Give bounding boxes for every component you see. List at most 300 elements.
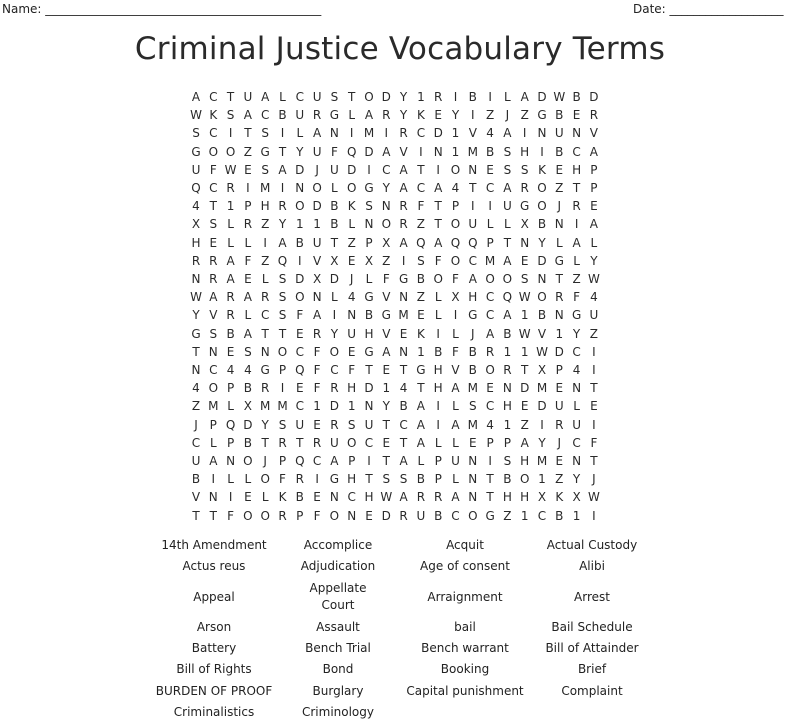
grid-letter: 1 bbox=[313, 399, 321, 414]
grid-letter: F bbox=[382, 272, 390, 286]
grid-letter: D bbox=[312, 199, 322, 214]
grid-letter: H bbox=[364, 326, 374, 341]
grid-letter: N bbox=[347, 308, 357, 323]
grid-letter: O bbox=[243, 508, 253, 523]
grid-letter: A bbox=[416, 399, 425, 414]
grid-letter: A bbox=[451, 417, 460, 432]
word-bank-item: 14th Amendment bbox=[161, 538, 267, 552]
grid-letter: V bbox=[312, 253, 322, 268]
grid-letter: O bbox=[208, 144, 219, 159]
grid-letter: N bbox=[433, 144, 443, 159]
grid-letter: N bbox=[364, 399, 374, 414]
grid-letter: T bbox=[486, 490, 494, 505]
grid-letter: Q bbox=[191, 181, 201, 195]
grid-letter: G bbox=[537, 108, 547, 123]
grid-letter: Z bbox=[261, 217, 270, 232]
grid-letter: A bbox=[399, 235, 408, 250]
grid-letter: S bbox=[503, 144, 512, 159]
grid-letter: J bbox=[505, 108, 510, 123]
grid-letter: F bbox=[313, 508, 321, 523]
grid-letter: A bbox=[191, 90, 201, 104]
grid-letter: W bbox=[224, 162, 237, 177]
grid-letter: Z bbox=[520, 108, 529, 123]
grid-letter: O bbox=[208, 381, 219, 396]
grid-letter: D bbox=[554, 344, 564, 359]
grid-letter: 4 bbox=[244, 363, 252, 377]
grid-letter: S bbox=[278, 290, 287, 305]
grid-letter: U bbox=[572, 417, 581, 432]
grid-letter: B bbox=[330, 217, 339, 232]
grid-letter: T bbox=[399, 435, 408, 450]
grid-letter: W bbox=[518, 290, 531, 305]
grid-letter: E bbox=[382, 363, 391, 377]
grid-letter: U bbox=[191, 162, 201, 177]
grid-letter: S bbox=[365, 199, 373, 214]
grid-letter: V bbox=[382, 290, 391, 305]
grid-letter: E bbox=[226, 344, 235, 359]
word-bank-item: Bench warrant bbox=[421, 641, 509, 655]
grid-letter: H bbox=[520, 454, 530, 468]
grid-letter: W bbox=[587, 272, 600, 286]
grid-letter: R bbox=[399, 126, 408, 141]
grid-letter: 1 bbox=[417, 90, 425, 104]
grid-letter: R bbox=[312, 326, 322, 341]
grid-letter: M bbox=[484, 253, 496, 268]
grid-letter: D bbox=[381, 508, 391, 523]
grid-letter: O bbox=[277, 344, 288, 359]
grid-letter: R bbox=[572, 199, 581, 214]
grid-letter: Y bbox=[382, 399, 390, 414]
grid-letter: A bbox=[520, 90, 529, 104]
grid-letter: T bbox=[209, 199, 217, 214]
grid-letter: O bbox=[485, 363, 495, 377]
grid-letter: U bbox=[554, 399, 564, 414]
grid-letter: C bbox=[537, 508, 547, 523]
grid-letter: H bbox=[364, 490, 374, 505]
grid-letter: Y bbox=[399, 108, 408, 123]
grid-letter: D bbox=[537, 90, 547, 104]
grid-letter: I bbox=[332, 308, 337, 323]
grid-letter: 1 bbox=[520, 308, 529, 323]
word-bank-item: Arson bbox=[196, 620, 232, 634]
grid-letter: O bbox=[346, 181, 357, 195]
grid-letter: L bbox=[452, 472, 459, 487]
grid-letter: L bbox=[573, 253, 580, 268]
grid-letter: 4 bbox=[451, 181, 460, 195]
grid-letter: C bbox=[485, 181, 495, 195]
grid-letter: R bbox=[209, 272, 218, 286]
grid-letter: C bbox=[347, 490, 356, 505]
grid-letter: E bbox=[590, 399, 598, 414]
grid-letter: N bbox=[329, 490, 339, 505]
grid-letter: I bbox=[384, 126, 389, 141]
grid-letter: I bbox=[367, 454, 371, 468]
grid-letter: A bbox=[572, 235, 581, 250]
grid-letter: L bbox=[348, 108, 356, 123]
grid-letter: 1 bbox=[226, 199, 235, 214]
grid-letter: I bbox=[280, 381, 285, 396]
grid-letter: R bbox=[278, 435, 287, 450]
grid-letter: P bbox=[434, 454, 442, 468]
grid-letter: T bbox=[417, 381, 425, 396]
grid-letter: D bbox=[537, 399, 547, 414]
word-bank-item: Appellate Court bbox=[309, 581, 367, 612]
grid-letter: L bbox=[227, 472, 234, 487]
grid-letter: L bbox=[261, 490, 269, 505]
grid-letter: G bbox=[398, 272, 409, 286]
grid-letter: R bbox=[261, 381, 270, 396]
grid-letter: U bbox=[295, 417, 305, 432]
grid-letter: A bbox=[451, 381, 460, 396]
grid-letter: C bbox=[399, 417, 408, 432]
grid-letter: J bbox=[315, 162, 319, 177]
word-bank-item: Bill of Rights bbox=[176, 662, 252, 676]
grid-letter: I bbox=[522, 126, 527, 141]
grid-letter: Q bbox=[468, 235, 478, 250]
grid-letter: W bbox=[190, 108, 202, 123]
grid-letter: M bbox=[467, 381, 478, 396]
grid-letter: N bbox=[312, 290, 322, 305]
grid-letter: A bbox=[312, 126, 322, 141]
grid-letter: R bbox=[399, 508, 408, 523]
grid-letter: D bbox=[589, 90, 599, 104]
grid-letter: 1 bbox=[451, 144, 460, 159]
word-bank-item: Burglary bbox=[312, 684, 364, 698]
grid-letter: A bbox=[382, 144, 391, 159]
grid-letter: B bbox=[295, 235, 304, 250]
grid-letter: O bbox=[485, 272, 495, 286]
grid-letter: O bbox=[450, 162, 461, 177]
grid-letter: I bbox=[228, 126, 233, 141]
grid-letter: I bbox=[280, 181, 285, 195]
grid-letter: T bbox=[521, 363, 529, 377]
grid-letter: U bbox=[468, 217, 478, 232]
word-bank-item: Accomplice bbox=[303, 538, 373, 552]
grid-letter: I bbox=[419, 144, 423, 159]
grid-letter: G bbox=[485, 508, 495, 523]
grid-letter: O bbox=[260, 508, 270, 523]
grid-letter: T bbox=[365, 363, 373, 377]
grid-letter: E bbox=[555, 454, 564, 468]
grid-letter: A bbox=[468, 272, 477, 286]
grid-letter: U bbox=[416, 508, 426, 523]
grid-letter: K bbox=[416, 326, 425, 341]
grid-letter: M bbox=[277, 399, 288, 414]
grid-letter: N bbox=[468, 490, 478, 505]
grid-letter: C bbox=[572, 435, 581, 450]
grid-letter: Y bbox=[382, 181, 390, 195]
grid-letter: R bbox=[226, 290, 235, 305]
grid-letter: T bbox=[434, 199, 442, 214]
grid-letter: A bbox=[243, 326, 252, 341]
grid-letter: X bbox=[191, 217, 201, 232]
grid-letter: 4 bbox=[347, 290, 356, 305]
grid-letter: N bbox=[208, 490, 218, 505]
grid-letter: T bbox=[278, 326, 287, 341]
grid-letter: R bbox=[191, 253, 201, 268]
grid-letter: Q bbox=[416, 235, 426, 250]
grid-letter: S bbox=[330, 90, 339, 104]
grid-letter: Q bbox=[295, 363, 305, 377]
grid-letter: X bbox=[364, 253, 374, 268]
grid-letter: C bbox=[485, 290, 495, 305]
grid-letter: 4 bbox=[399, 381, 408, 396]
grid-letter: E bbox=[555, 162, 564, 177]
grid-letter: 1 bbox=[520, 508, 529, 523]
word-bank-item: Adjudication bbox=[300, 559, 376, 573]
grid-letter: B bbox=[537, 217, 547, 232]
grid-letter: I bbox=[453, 90, 458, 104]
grid-letter: W bbox=[380, 490, 393, 505]
grid-letter: O bbox=[381, 217, 392, 232]
grid-letter: S bbox=[192, 126, 200, 141]
grid-letter: B bbox=[399, 399, 408, 414]
grid-letter: S bbox=[520, 162, 529, 177]
grid-letter: K bbox=[538, 162, 546, 177]
grid-letter: A bbox=[278, 235, 287, 250]
grid-letter: O bbox=[537, 199, 547, 214]
grid-letter: Z bbox=[243, 144, 252, 159]
grid-letter: L bbox=[227, 399, 234, 414]
grid-letter: B bbox=[468, 344, 477, 359]
grid-letter: P bbox=[296, 508, 304, 523]
grid-letter: 1 bbox=[313, 217, 321, 232]
grid-letter: L bbox=[590, 235, 598, 250]
grid-letter: I bbox=[349, 126, 354, 141]
grid-letter: H bbox=[433, 381, 443, 396]
grid-letter: P bbox=[486, 235, 494, 250]
word-bank-item: Acquit bbox=[446, 538, 484, 552]
grid-letter: F bbox=[348, 363, 356, 377]
grid-letter: G bbox=[329, 108, 340, 123]
grid-letter: B bbox=[416, 472, 425, 487]
grid-letter: U bbox=[295, 108, 305, 123]
grid-letter: J bbox=[557, 199, 562, 214]
grid-letter: I bbox=[592, 363, 596, 377]
grid-letter: U bbox=[364, 417, 374, 432]
grid-letter: L bbox=[227, 217, 234, 232]
grid-letter: E bbox=[209, 235, 218, 250]
grid-letter: 1 bbox=[520, 344, 529, 359]
grid-letter: A bbox=[399, 490, 408, 505]
grid-letter: Z bbox=[555, 181, 564, 195]
grid-letter: 4 bbox=[572, 363, 581, 377]
grid-letter: P bbox=[486, 435, 494, 450]
grid-letter: 4 bbox=[590, 290, 598, 305]
grid-letter: E bbox=[486, 162, 494, 177]
grid-letter: L bbox=[452, 326, 459, 341]
grid-letter: A bbox=[520, 435, 529, 450]
grid-letter: C bbox=[451, 508, 460, 523]
grid-letter: V bbox=[209, 308, 218, 323]
word-bank-item: Bail Schedule bbox=[551, 620, 633, 634]
grid-letter: I bbox=[436, 162, 440, 177]
grid-letter: T bbox=[244, 126, 252, 141]
grid-letter: E bbox=[520, 253, 529, 268]
grid-letter: Y bbox=[399, 90, 408, 104]
grid-letter: U bbox=[502, 199, 512, 214]
grid-letter: U bbox=[347, 326, 357, 341]
grid-letter: B bbox=[278, 108, 287, 123]
grid-letter: K bbox=[347, 199, 356, 214]
grid-letter: 1 bbox=[417, 344, 425, 359]
grid-letter: B bbox=[364, 308, 374, 323]
grid-letter: L bbox=[296, 126, 304, 141]
grid-letter: G bbox=[260, 363, 270, 377]
grid-letter: N bbox=[572, 381, 582, 396]
grid-letter: 1 bbox=[451, 126, 460, 141]
grid-letter: P bbox=[209, 417, 217, 432]
grid-letter: B bbox=[434, 508, 443, 523]
grid-letter: M bbox=[536, 454, 548, 468]
word-bank-item: Actual Custody bbox=[546, 538, 638, 552]
grid-letter: O bbox=[450, 217, 461, 232]
grid-letter: N bbox=[226, 454, 236, 468]
grid-letter: D bbox=[381, 90, 391, 104]
grid-letter: C bbox=[209, 363, 218, 377]
grid-letter: T bbox=[590, 454, 598, 468]
grid-letter: V bbox=[382, 326, 391, 341]
grid-letter: J bbox=[263, 454, 267, 468]
grid-letter: P bbox=[278, 363, 287, 377]
grid-letter: H bbox=[572, 162, 582, 177]
grid-letter: A bbox=[399, 181, 408, 195]
grid-letter: C bbox=[295, 399, 304, 414]
grid-letter: 4 bbox=[192, 199, 200, 214]
grid-letter: B bbox=[503, 472, 512, 487]
grid-letter: S bbox=[261, 162, 269, 177]
grid-letter: 1 bbox=[503, 344, 512, 359]
grid-letter: Z bbox=[191, 399, 201, 414]
grid-letter: L bbox=[365, 272, 373, 286]
grid-letter: T bbox=[555, 272, 563, 286]
grid-letter: Z bbox=[261, 253, 270, 268]
grid-letter: D bbox=[243, 417, 253, 432]
grid-letter: U bbox=[243, 90, 253, 104]
grid-letter: G bbox=[468, 308, 478, 323]
grid-letter: T bbox=[503, 235, 512, 250]
grid-letter: V bbox=[468, 126, 477, 141]
grid-letter: I bbox=[592, 508, 596, 523]
grid-letter: E bbox=[382, 435, 391, 450]
grid-letter: O bbox=[502, 272, 513, 286]
grid-letter: Z bbox=[416, 217, 425, 232]
grid-letter: Q bbox=[277, 253, 288, 268]
grid-letter: X bbox=[243, 399, 252, 414]
grid-letter: I bbox=[211, 472, 216, 487]
grid-letter: H bbox=[433, 363, 443, 377]
grid-letter: L bbox=[244, 308, 252, 323]
grid-letter: L bbox=[244, 235, 252, 250]
word-bank-item: Age of consent bbox=[420, 559, 510, 573]
grid-letter: T bbox=[192, 344, 200, 359]
grid-letter: A bbox=[226, 272, 235, 286]
grid-letter: Z bbox=[555, 472, 564, 487]
grid-letter: R bbox=[226, 181, 235, 195]
grid-letter: N bbox=[399, 344, 409, 359]
grid-letter: U bbox=[312, 235, 322, 250]
grid-letter: C bbox=[364, 435, 374, 450]
word-bank-item: Bond bbox=[322, 662, 354, 676]
grid-letter: R bbox=[278, 508, 287, 523]
grid-letter: I bbox=[298, 253, 302, 268]
grid-letter: H bbox=[520, 144, 530, 159]
grid-letter: R bbox=[312, 108, 322, 123]
grid-letter: R bbox=[295, 472, 304, 487]
grid-letter: B bbox=[191, 472, 201, 487]
grid-letter: N bbox=[468, 162, 478, 177]
grid-letter: E bbox=[296, 381, 304, 396]
grid-letter: L bbox=[434, 290, 442, 305]
word-bank-item: Arrest bbox=[574, 590, 610, 604]
grid-letter: R bbox=[278, 199, 287, 214]
grid-letter: E bbox=[313, 490, 321, 505]
grid-letter: P bbox=[365, 235, 373, 250]
grid-letter: P bbox=[278, 454, 287, 468]
name-field[interactable]: Name: ______________________________________________ bbox=[2, 2, 322, 16]
grid-letter: E bbox=[244, 272, 252, 286]
grid-letter: B bbox=[295, 490, 304, 505]
grid-letter: I bbox=[315, 472, 319, 487]
grid-letter: X bbox=[520, 217, 529, 232]
grid-letter: X bbox=[572, 490, 581, 505]
grid-letter: A bbox=[382, 344, 391, 359]
grid-letter: E bbox=[347, 253, 356, 268]
grid-letter: X bbox=[537, 490, 547, 505]
grid-letter: G bbox=[191, 144, 201, 159]
grid-letter: B bbox=[537, 308, 547, 323]
grid-letter: L bbox=[434, 308, 442, 323]
grid-letter: F bbox=[296, 308, 304, 323]
grid-letter: Q bbox=[295, 454, 305, 468]
grid-letter: Y bbox=[538, 435, 546, 450]
grid-letter: C bbox=[485, 399, 495, 414]
grid-letter: J bbox=[349, 272, 354, 286]
grid-letter: T bbox=[348, 90, 356, 104]
grid-letter: A bbox=[589, 144, 598, 159]
grid-letter: N bbox=[208, 344, 218, 359]
grid-letter: T bbox=[365, 472, 373, 487]
grid-letter: E bbox=[469, 435, 477, 450]
grid-letter: S bbox=[278, 417, 287, 432]
grid-letter: E bbox=[313, 417, 321, 432]
grid-letter: R bbox=[434, 90, 443, 104]
grid-letter: K bbox=[416, 108, 425, 123]
grid-letter: R bbox=[226, 308, 235, 323]
date-field[interactable]: Date: ___________________ bbox=[633, 2, 784, 16]
grid-letter: I bbox=[488, 90, 492, 104]
grid-letter: O bbox=[346, 435, 357, 450]
grid-letter: 1 bbox=[572, 508, 581, 523]
grid-letter: S bbox=[382, 472, 391, 487]
grid-letter: T bbox=[417, 162, 425, 177]
grid-letter: T bbox=[382, 454, 390, 468]
grid-letter: G bbox=[554, 253, 564, 268]
grid-letter: R bbox=[261, 290, 270, 305]
grid-letter: 4 bbox=[486, 126, 494, 141]
grid-letter: I bbox=[488, 454, 492, 468]
grid-letter: Z bbox=[572, 272, 581, 286]
grid-letter: W bbox=[190, 290, 202, 305]
grid-letter: O bbox=[329, 508, 340, 523]
grid-letter: I bbox=[540, 417, 544, 432]
grid-letter: T bbox=[486, 472, 494, 487]
grid-letter: F bbox=[244, 253, 252, 268]
grid-letter: L bbox=[331, 290, 338, 305]
grid-letter: F bbox=[313, 381, 321, 396]
grid-letter: Y bbox=[192, 308, 200, 323]
grid-letter: A bbox=[503, 181, 512, 195]
